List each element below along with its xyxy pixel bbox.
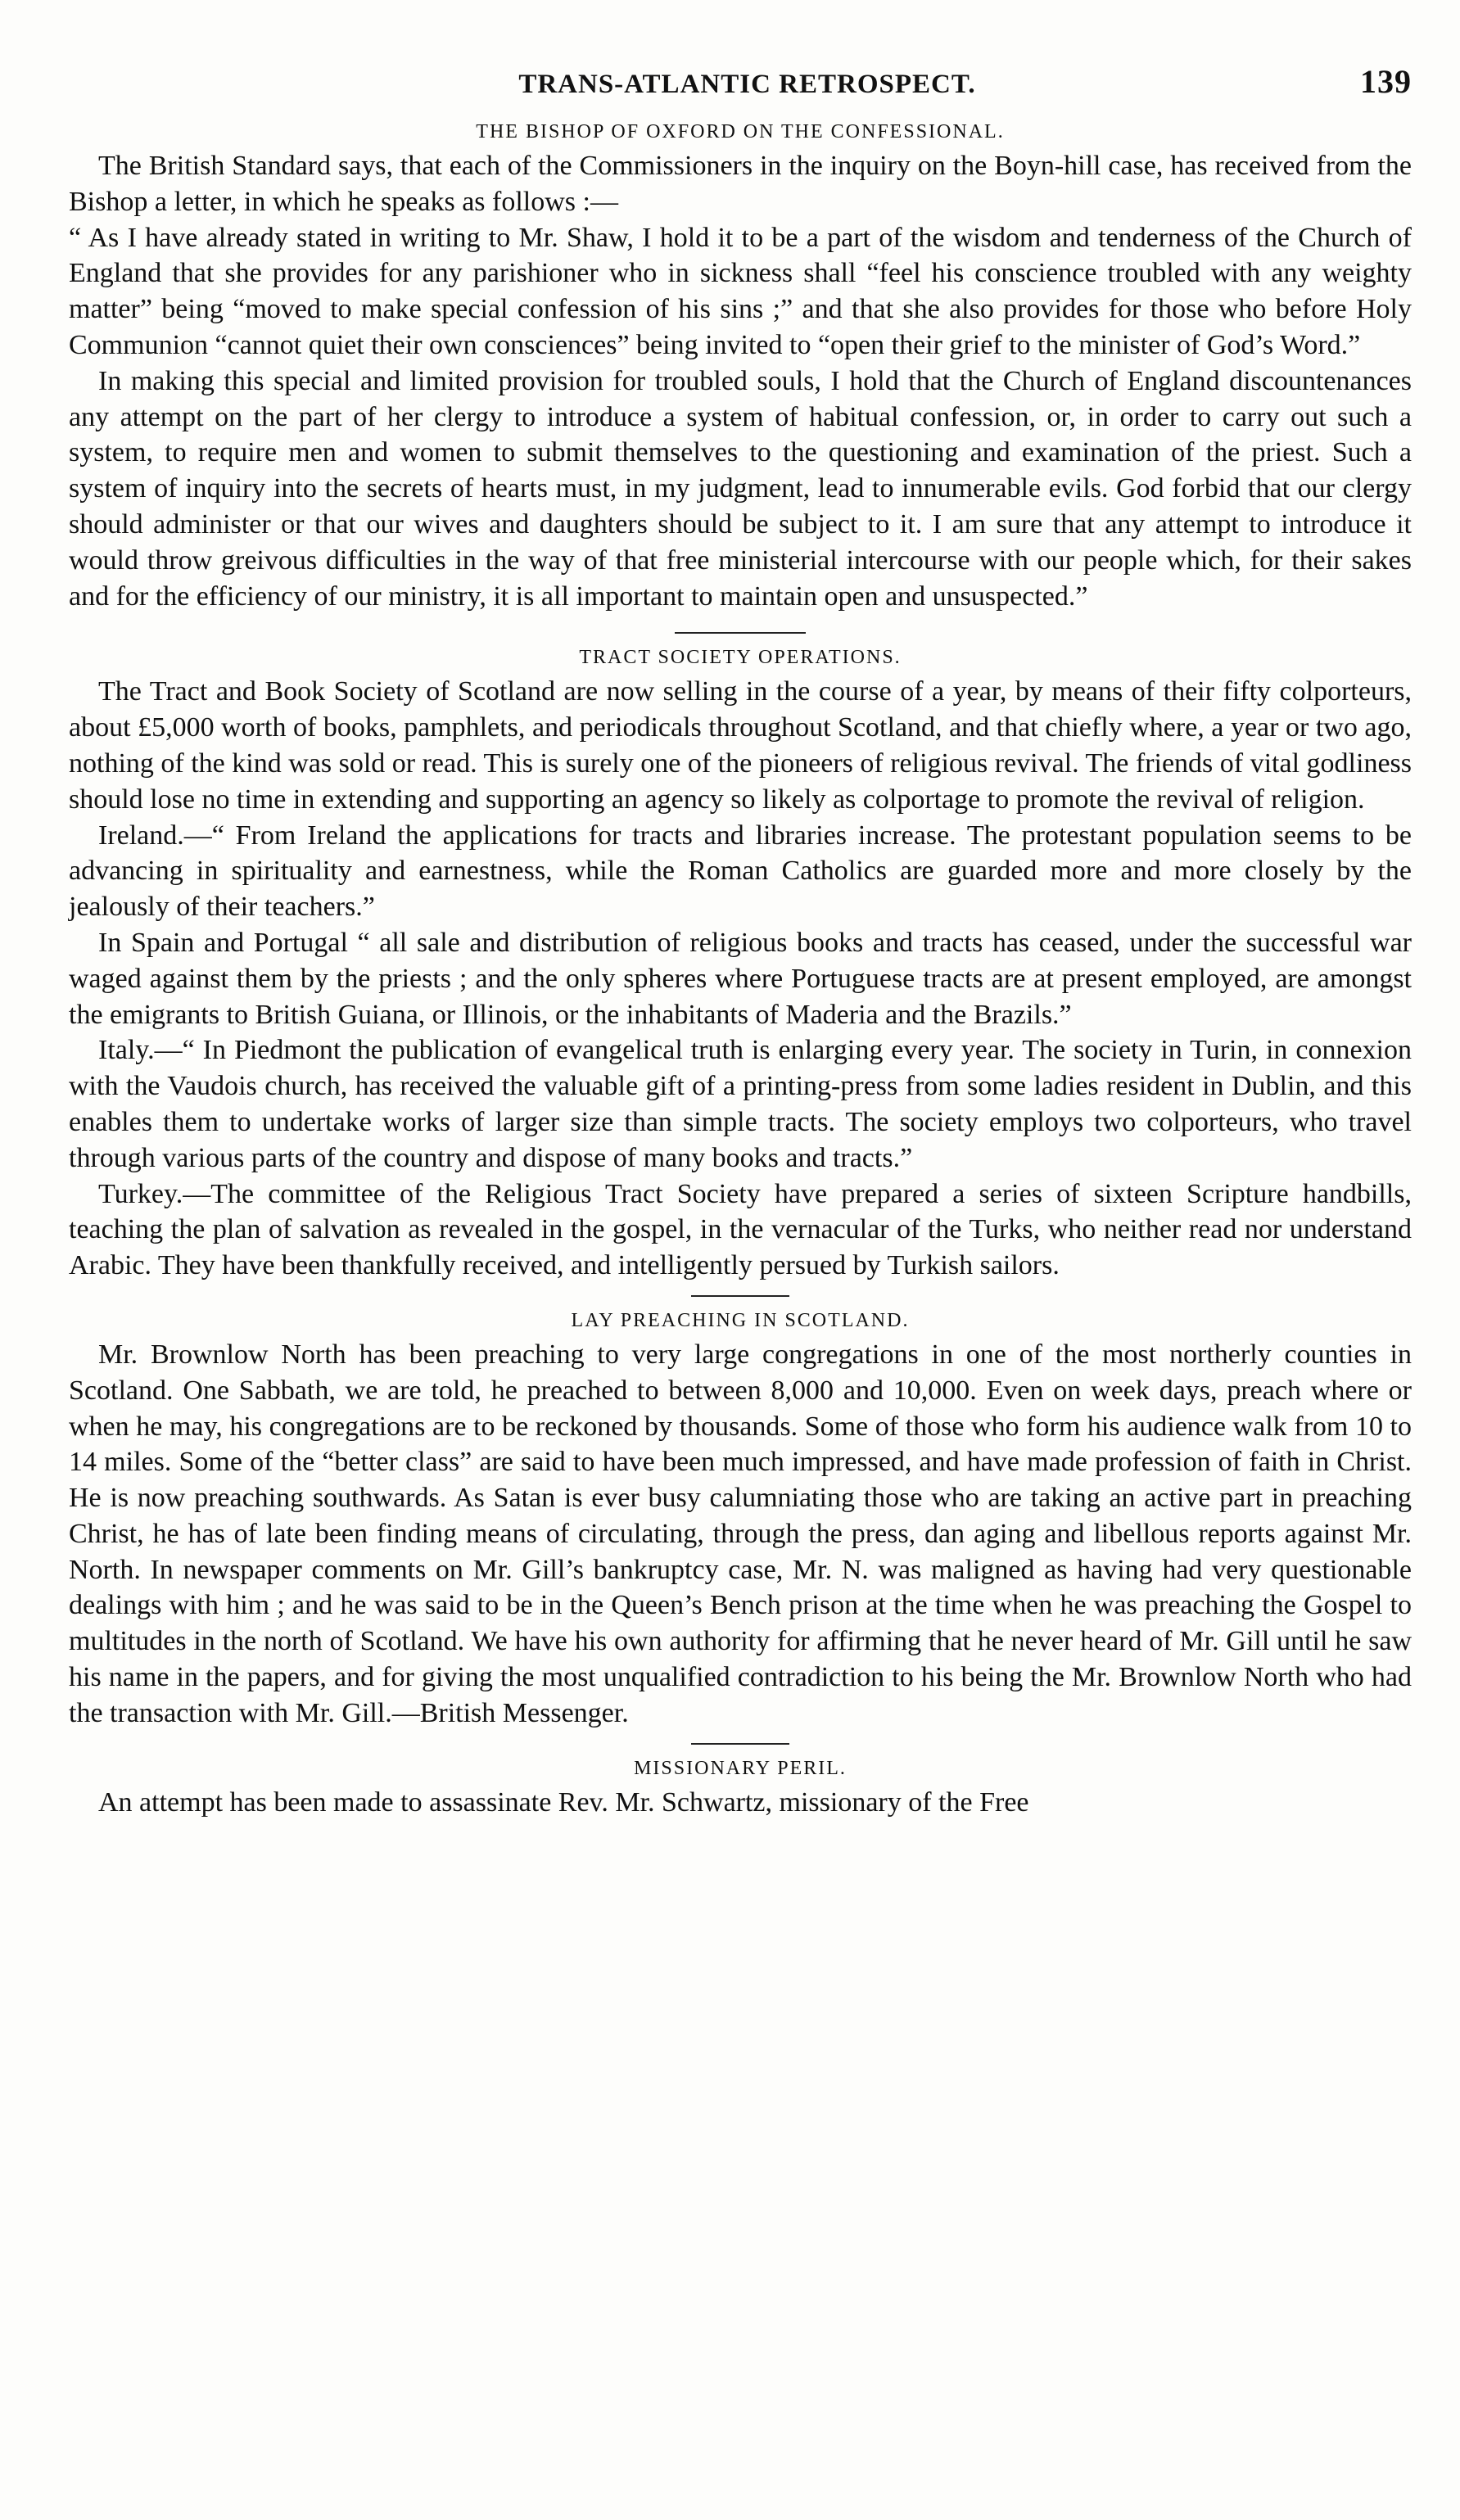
paragraph-turkey: Turkey.—The committee of the Religious Tract Society have prepared a series of sixteen Scripture handbills, teaching the plan of salvation as revealed in the gospel, in the vernacular of the Turks, who neither read nor understand Arabic. They have been thankfully received, and intelligently persued by Turkish sailors. [69, 1178, 1412, 1281]
section-heading-bishop-oxford: THE BISHOP OF OXFORD ON THE CONFESSIONAL. [476, 121, 1005, 142]
paragraph-quote: “ As I have already stated in writing to Mr. Shaw, I hold it to be a part of the wisdom and tenderness of the Church of England that she provides for any parishioner who in sickness shall “feel his conscience troubled with any weighty matter” being “moved to make special confession of his sins ;” and that she also provides for those who before Holy Communion “cannot quiet their own consciences” being invited to “open their grief to the minister of God’s Word.” [69, 222, 1412, 360]
section-divider [691, 1295, 789, 1297]
section-heading-missionary-peril: MISSIONARY PERIL. [634, 1757, 847, 1779]
journal-page [69, 62, 1412, 1820]
paragraph: Mr. Brownlow North has been preaching to very large congregations in one of the most northerly counties in Scotland. One Sabbath, we are told, he preached to between 8,000 and 10,000. Even on week days, preach where or when he may, his congregations are to be reckoned by thousands. Some of those who form his audience walk from 10 to 14 miles. Some of the “better class” are said to have been much impressed, and have made profession of faith in Christ. He is now preaching southwards. As Satan is ever busy calumniating those who are taking an active part in preaching Christ, he has of late been finding means of circulating, through the press, dan aging and libellous reports against Mr. North. In newspaper comments on Mr. Gill’s bankruptcy case, Mr. N. was maligned as having had very questionable dealings with him ; and he was said to be in the Queen’s Bench prison at the time when he was preaching the Gospel to multitudes in the north of Scotland. We have his own authority for affirming that he never heard of Mr. Gill until he saw his name in the papers, and for giving the most unqualified contradiction to his being the Mr. Brownlow North who had the transaction with Mr. Gill.—British Messenger. [69, 1339, 1412, 1728]
paragraph-italy: Italy.—“ In Piedmont the publication of evangelical truth is enlarging every year. The society in Turin, in connexion with the Vaudois church, has received the valuable gift of a printing-press from some ladies resident in Dublin, and this enables them to undertake works of larger size than simple tracts. The society employs two colporteurs, who travel through various parts of the country and dispose of many books and tracts.” [69, 1035, 1412, 1173]
page-number: 139 [1360, 63, 1412, 100]
paragraph: The British Standard says, that each of the Commissioners in the inquiry on the Boyn-hill case, has received from the Bishop a letter, in which he speaks as follows :— [69, 151, 1412, 217]
running-head-title: TRANS-ATLANTIC RETROSPECT. [518, 70, 976, 99]
paragraph: The Tract and Book Society of Scotland are now selling in the course of a year, by means of their fifty colporteurs, about £5,000 worth of books, pamphlets, and periodicals throughout Scotland, and that chiefly where, a year or two ago, nothing of the kind was sold or read. This is surely one of the pioneers of religious revival. The friends of vital godliness should lose no time in extending and supporting an agency so likely as colportage to promote the revival of religion. [69, 676, 1412, 815]
paragraph: In making this special and limited provision for troubled souls, I hold that the Church of England discountenances any attempt on the part of her clergy to introduce a system of habitual confession, or, in order to carry out such a system, to require men and women to submit themselves to the questioning and examination of the priest. Such a system of inquiry into the secrets of hearts must, in my judgment, lead to innumerable evils. God forbid that our clergy should administer or that our wives and daughters should be subject to it. I am sure that any attempt to introduce it would throw greivous difficulties in the way of that free ministerial intercourse with our people which, for their sakes and for the efficiency of our ministry, it is all important to maintain open and unsuspected.” [69, 365, 1412, 612]
paragraph: An attempt has been made to assassinate Rev. Mr. Schwartz, missionary of the Free [98, 1786, 1029, 1818]
section-divider [691, 1743, 789, 1745]
section-divider [675, 632, 806, 634]
running-head [69, 62, 1412, 108]
section-heading-lay-preaching: LAY PREACHING IN SCOTLAND. [571, 1309, 910, 1331]
section-heading-tract-society: TRACT SOCIETY OPERATIONS. [579, 647, 902, 669]
paragraph-spain-portugal: In Spain and Portugal “ all sale and distribution of religious books and tracts has ceased, under the successful war waged against them by the priests ; and the only spheres where Portuguese tracts are at present employed, are amongst the emigrants to British Guiana, or Illinois, or the inhabitants of Maderia and the Brazils.” [69, 927, 1412, 1030]
paragraph-ireland: Ireland.—“ From Ireland the applications for tracts and libraries increase. The protestant population seems to be advancing in spirituality and earnestness, while the Roman Catholics are guarded more and more closely by the jealously of their teachers.” [69, 820, 1412, 923]
